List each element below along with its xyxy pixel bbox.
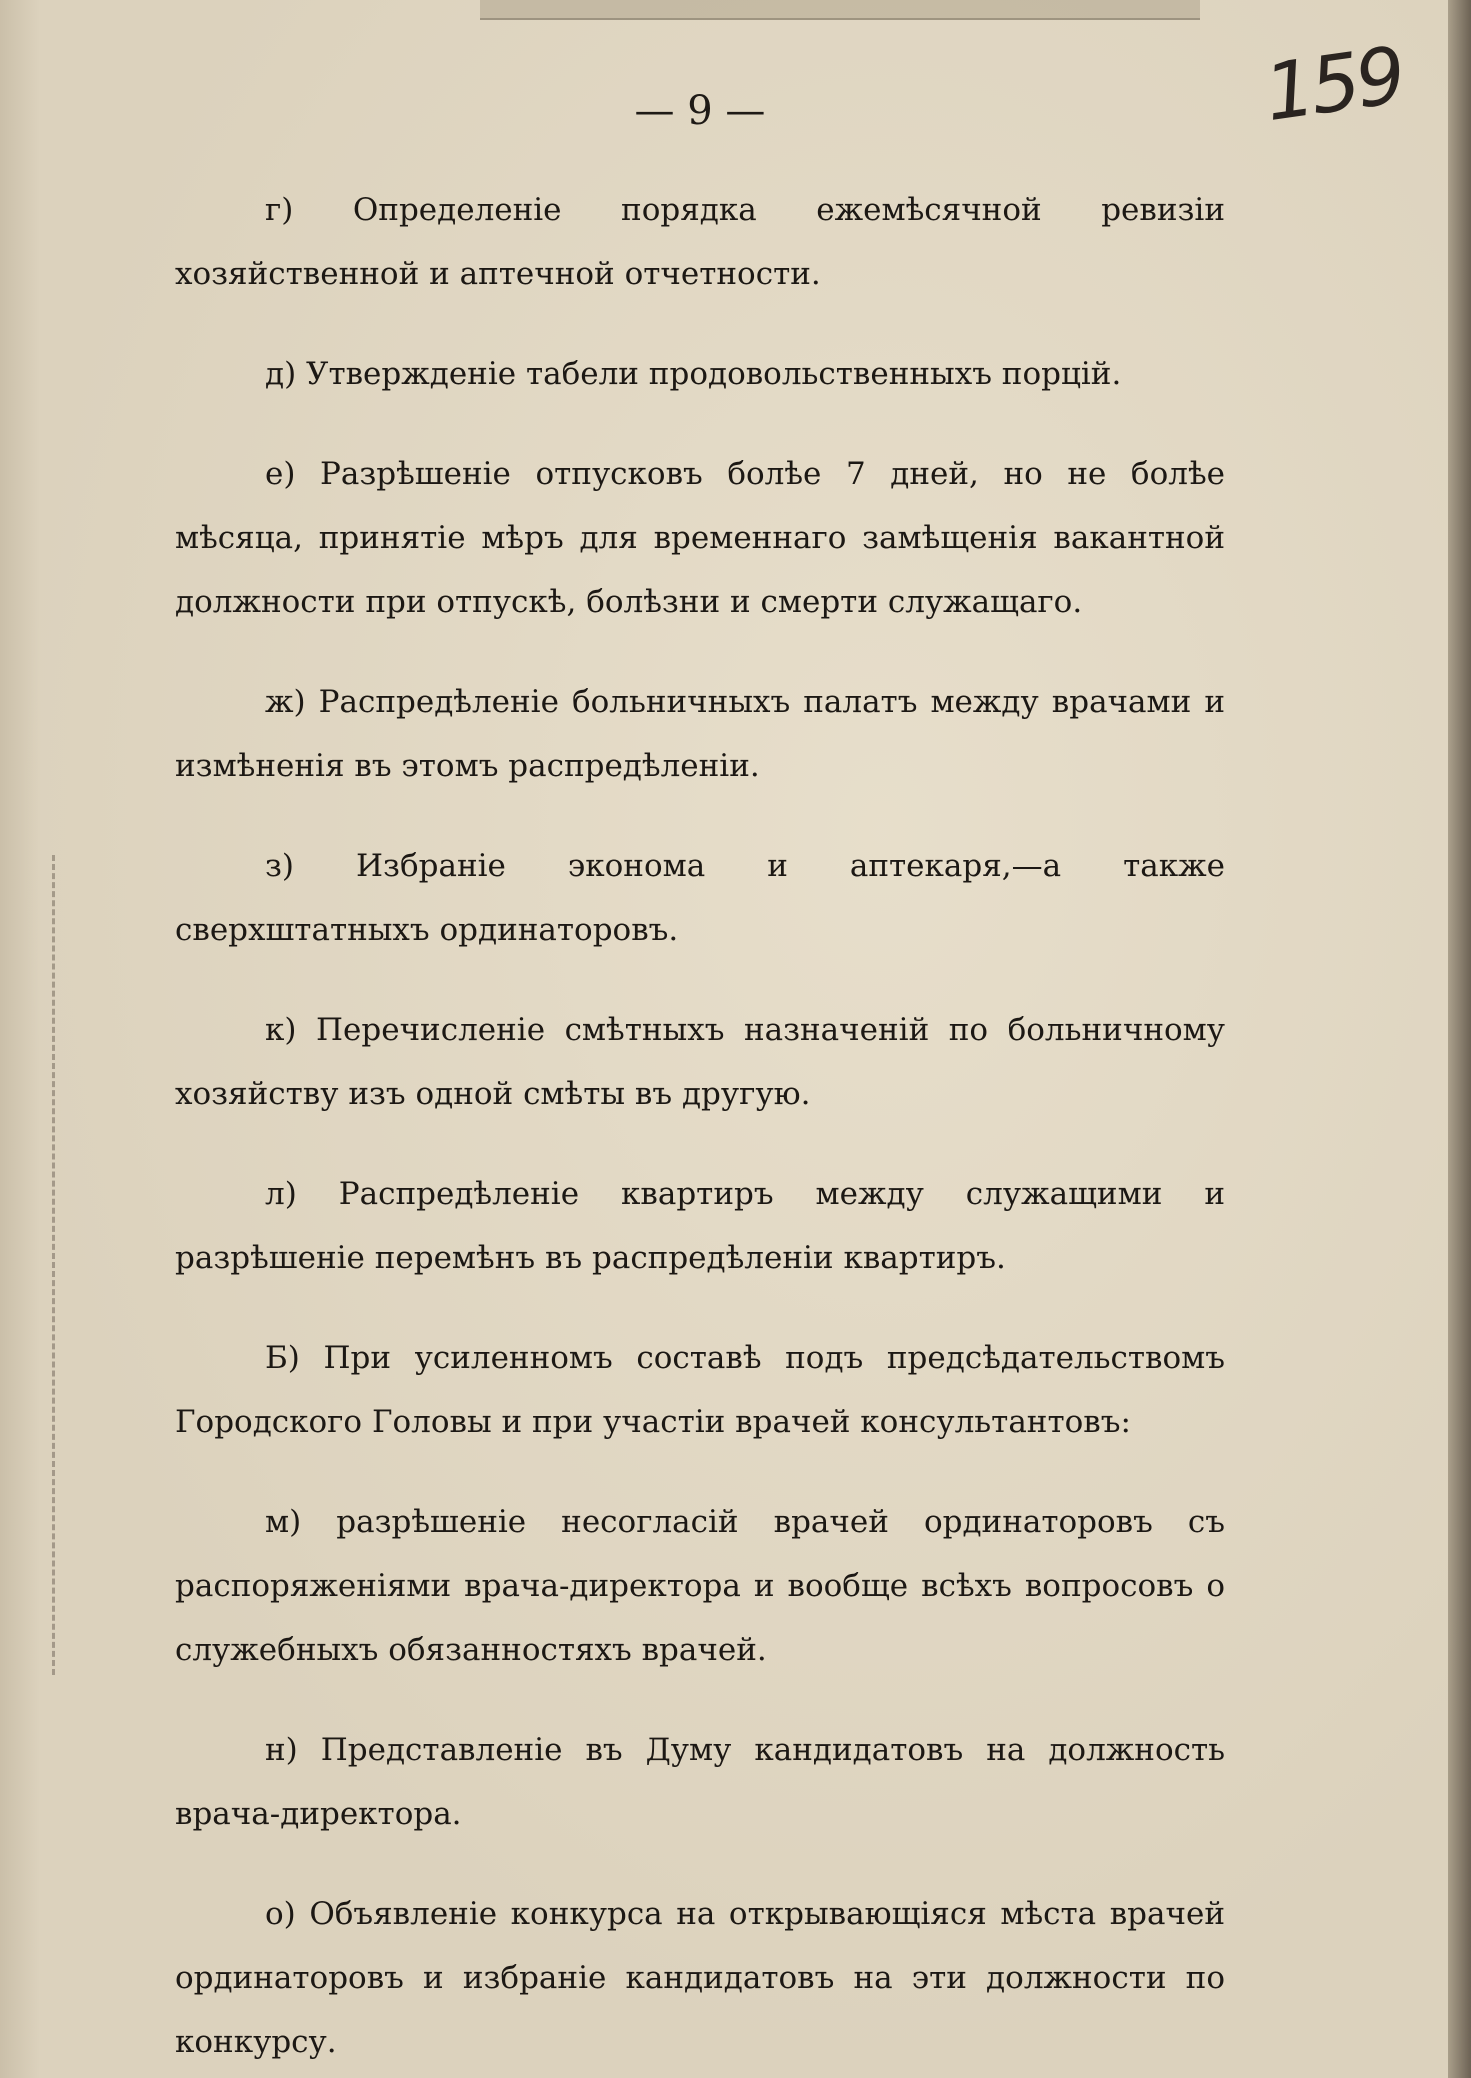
paragraph-z: з) Избраніе эконома и аптекаря,—а также сверхштатныхъ ординаторовъ. [175,848,1225,948]
torn-top-edge [480,0,1200,20]
paragraph-g: г) Определеніе порядка ежемѣсячной ревизіи хозяйственной и аптечной отчетности. [175,192,1225,292]
page-number: — 9 — [634,88,766,134]
paragraph-e: е) Разрѣшеніе отпусковъ болѣе 7 дней, но не болѣе мѣсяца, принятіе мѣръ для временнаго замѣщенія вакантной должности при отпускѣ, болѣзни и смерти служащаго. [175,456,1225,620]
handwritten-folio-number: 159 [1259,30,1408,140]
paragraph-zh: ж) Распредѣленіе больничныхъ палатъ между врачами и измѣненія въ этомъ распредѣленіи. [175,684,1225,784]
page-right-edge [1448,0,1471,2078]
paragraph-m: м) разрѣшеніе несогласій врачей ординаторовъ съ распоряженіями врача-директора и вообще всѣхъ вопросовъ о служебныхъ обязанностяхъ врачей. [175,1504,1225,1668]
paragraph-o: о) Объявленіе конкурса на открывающіяся мѣста врачей ординаторовъ и избраніе кандидатовъ на эти должности по конкурсу. [175,1896,1225,2060]
paragraph-k: к) Перечисленіе смѣтныхъ назначеній по больничному хозяйству изъ одной смѣты въ другую. [175,1012,1225,1112]
paragraph-n: н) Представленіе въ Думу кандидатовъ на должность врача-директора. [175,1732,1225,1832]
document-body [175,178,1225,2078]
paragraph-l: л) Распредѣленіе квартиръ между служащими и разрѣшеніе перемѣнъ въ распредѣленіи квартиръ. [175,1176,1225,1276]
section-b-heading: Б) При усиленномъ составѣ подъ предсѣдательствомъ Городского Головы и при участіи врачей консультантовъ: [175,1340,1225,1440]
binding-stitch-marks [0,855,55,1675]
paragraph-d: д) Утвержденіе табели продовольственныхъ порцій. [265,356,1122,392]
